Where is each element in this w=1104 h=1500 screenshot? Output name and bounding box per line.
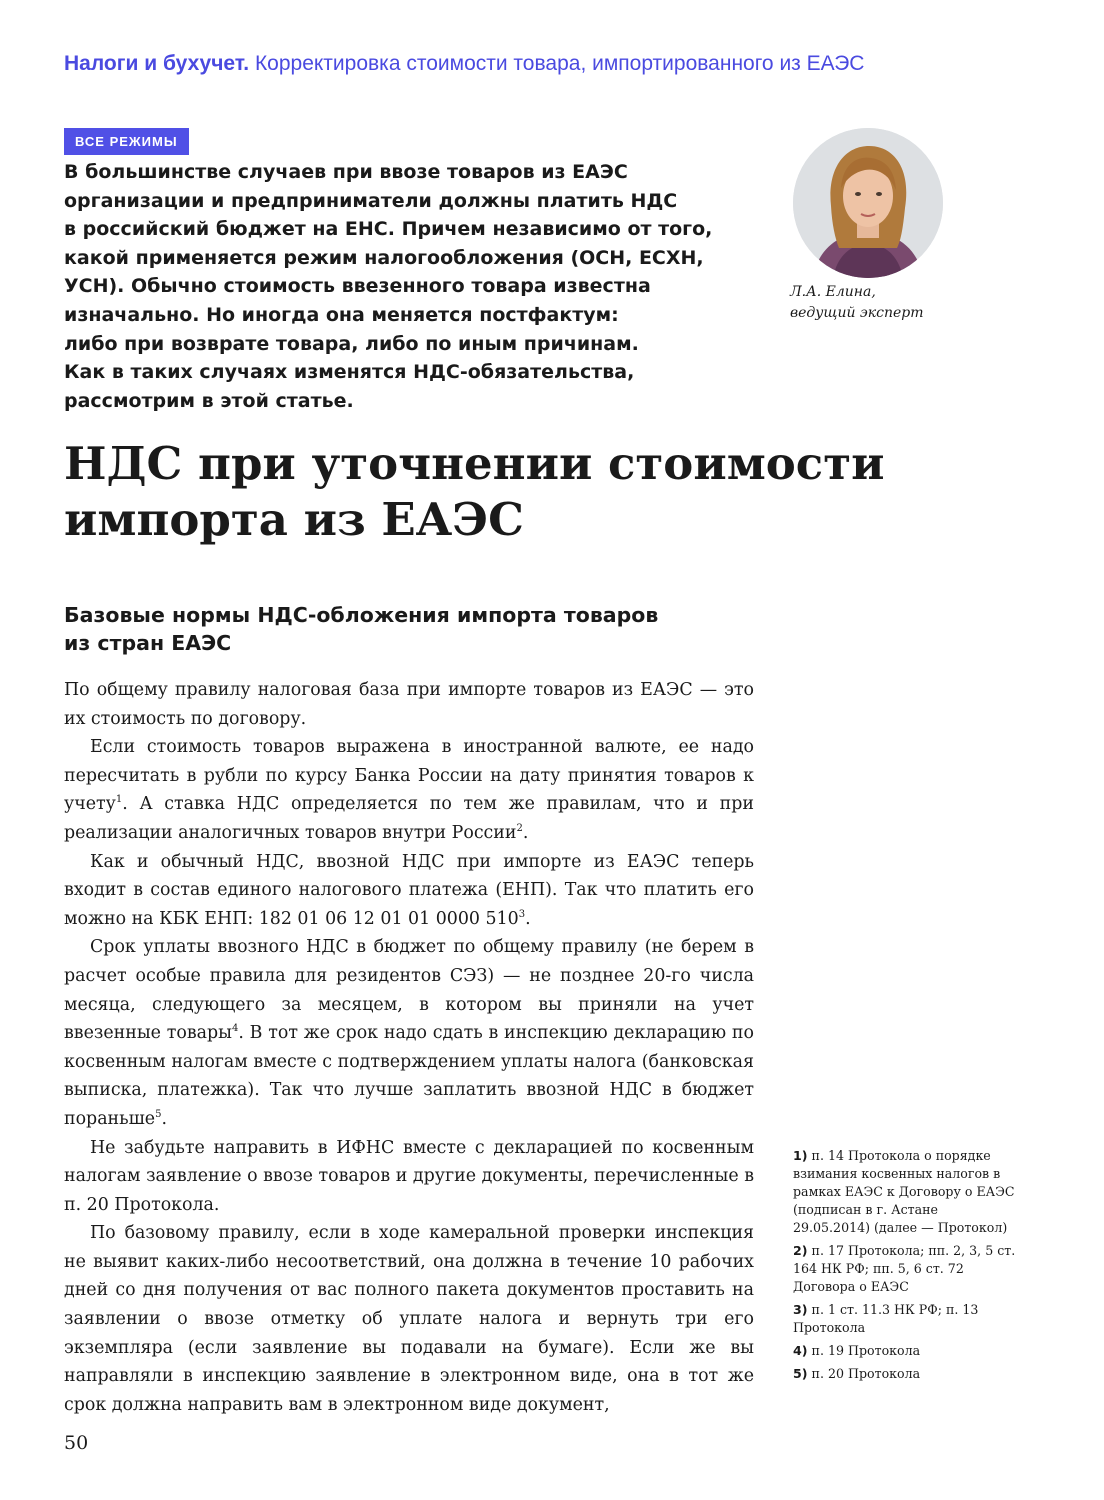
body-text: .	[161, 1108, 167, 1129]
body-paragraph: По общему правилу налоговая база при импорте товаров из ЕАЭС — это их стоимость по договору.	[64, 680, 754, 729]
footnote-text: п. 20 Протокола	[811, 1366, 921, 1381]
body-text: Как и обычный НДС, ввозной НДС при импорте из ЕАЭС теперь входит в состав единого налогового платежа (ЕНП). Так что платить его можно на КБК ЕНП: 182 01 06 12 01 01 0000 510	[64, 851, 754, 929]
author-portrait-icon	[793, 128, 943, 278]
lead-line: в российский бюджет на ЕНС. Причем независимо от того,	[64, 218, 713, 241]
header-section: Налоги и бухучет.	[64, 52, 250, 75]
body-paragraph: Не забудьте направить в ИФНС вместе с декларацией по косвенным налогам заявление о ввозе товаров и другие документы, перечисленные в п. 20 Протокола.	[64, 1137, 754, 1215]
article-body	[64, 676, 754, 1419]
subtitle-line: Базовые нормы НДС-обложения импорта товаров	[64, 603, 659, 627]
lead-line: какой применяется режим налогообложения (ОСН, ЕСХН,	[64, 246, 704, 269]
page-number: 50	[64, 1432, 89, 1454]
body-paragraph: По базовому правилу, если в ходе камеральной проверки инспекция не выявит каких-либо несоответствий, она должна в течение 10 рабочих дней со дня получения от вас полного пакета документов проставить на заявлении о ввозе отметку об уплате налога и вернуть три его экземпляра (если заявление вы подавали на бумаге). Если же вы направляли в инспекцию заявление в электронном виде, она в тот же срок должна направить вам в электронном виде документ,	[64, 1223, 754, 1415]
section-heading	[64, 601, 754, 657]
body-paragraph	[64, 848, 754, 934]
author-photo	[793, 128, 943, 278]
lead-line: рассмотрим в этой статье.	[64, 389, 354, 412]
footnote-text: п. 14 Протокола о порядке взимания косвенных налогов в рамках ЕАЭС к Договору о ЕАЭС (подписан в г. Астане 29.05.2014) (далее — Протокол)	[793, 1148, 1015, 1235]
author-name: Л.А. Елина,	[790, 284, 876, 300]
lead-line: УСН). Обычно стоимость ввезенного товара известна	[64, 275, 651, 298]
body-text: .	[525, 908, 531, 929]
footnotes	[793, 1147, 1019, 1388]
footnote	[793, 1342, 1019, 1360]
footnote-number: 5)	[793, 1366, 808, 1381]
footnote-ref: 3	[518, 908, 526, 920]
body-text: Срок уплаты ввозного НДС в бюджет по общему правилу (не берем в расчет особые правила для резидентов СЭЗ) — не позднее 20-го числа месяца, следующего за месяцем, в котором вы приняли на учет ввезенные товары	[64, 937, 754, 1044]
body-text: Если стоимость товаров выражена в иностранной валюте, ее надо пересчитать в рубли по курсу Банка России на дату принятия товаров к учету	[64, 737, 754, 815]
body-paragraph	[64, 933, 754, 1133]
article-title	[64, 436, 1054, 548]
footnote-number: 1)	[793, 1148, 808, 1163]
body-text: .	[522, 822, 529, 843]
footnote-ref: 5	[155, 1109, 162, 1121]
footnote-text: п. 17 Протокола; пп. 2, 3, 5 ст. 164 НК РФ; пп. 5, 6 ст. 72 Договора о ЕАЭС	[793, 1243, 1016, 1294]
lead-line: Как в таких случаях изменятся НДС-обязательства,	[64, 361, 635, 384]
running-header	[64, 52, 1044, 76]
footnote	[793, 1365, 1019, 1383]
lead-paragraph	[64, 158, 754, 415]
author-role: ведущий эксперт	[790, 305, 924, 321]
regime-badge: ВСЕ РЕЖИМЫ	[64, 128, 189, 155]
body-text: . А ставка НДС определяется по тем же правилам, что и при реализации аналогичных товаров внутри России	[64, 794, 754, 843]
author-caption	[790, 282, 1020, 324]
footnote	[793, 1301, 1019, 1337]
lead-line: изначально. Но иногда она меняется постфактум:	[64, 303, 619, 326]
subtitle-line: из стран ЕАЭС	[64, 631, 232, 655]
lead-line: организации и предприниматели должны платить НДС	[64, 189, 678, 212]
footnote-number: 2)	[793, 1243, 808, 1258]
lead-line: либо при возврате товара, либо по иным причинам.	[64, 332, 639, 355]
footnote-text: п. 19 Протокола	[811, 1343, 921, 1358]
footnote-ref: 1	[115, 794, 123, 806]
title-line: импорта из ЕАЭС	[64, 493, 524, 546]
title-line: НДС при уточнении стоимости	[64, 437, 885, 490]
body-paragraph	[64, 733, 754, 847]
body-text: . В тот же срок надо сдать в инспекцию декларацию по косвенным налогам вместе с подтверждением уплаты налога (банковская выписка, платежка). Так что лучше заплатить ввозной НДС в бюджет пораньше	[64, 1023, 754, 1129]
header-topic: Корректировка стоимости товара, импортированного из ЕАЭС	[254, 52, 865, 75]
footnote-ref: 4	[231, 1023, 239, 1035]
footnote-ref: 2	[516, 823, 523, 835]
footnote	[793, 1147, 1019, 1237]
footnote-number: 4)	[793, 1343, 808, 1358]
footnote-text: п. 1 ст. 11.3 НК РФ; п. 13 Протокола	[793, 1302, 979, 1335]
lead-line: В большинстве случаев при ввозе товаров из ЕАЭС	[64, 161, 628, 183]
footnote-number: 3)	[793, 1302, 808, 1317]
footnote	[793, 1242, 1019, 1296]
